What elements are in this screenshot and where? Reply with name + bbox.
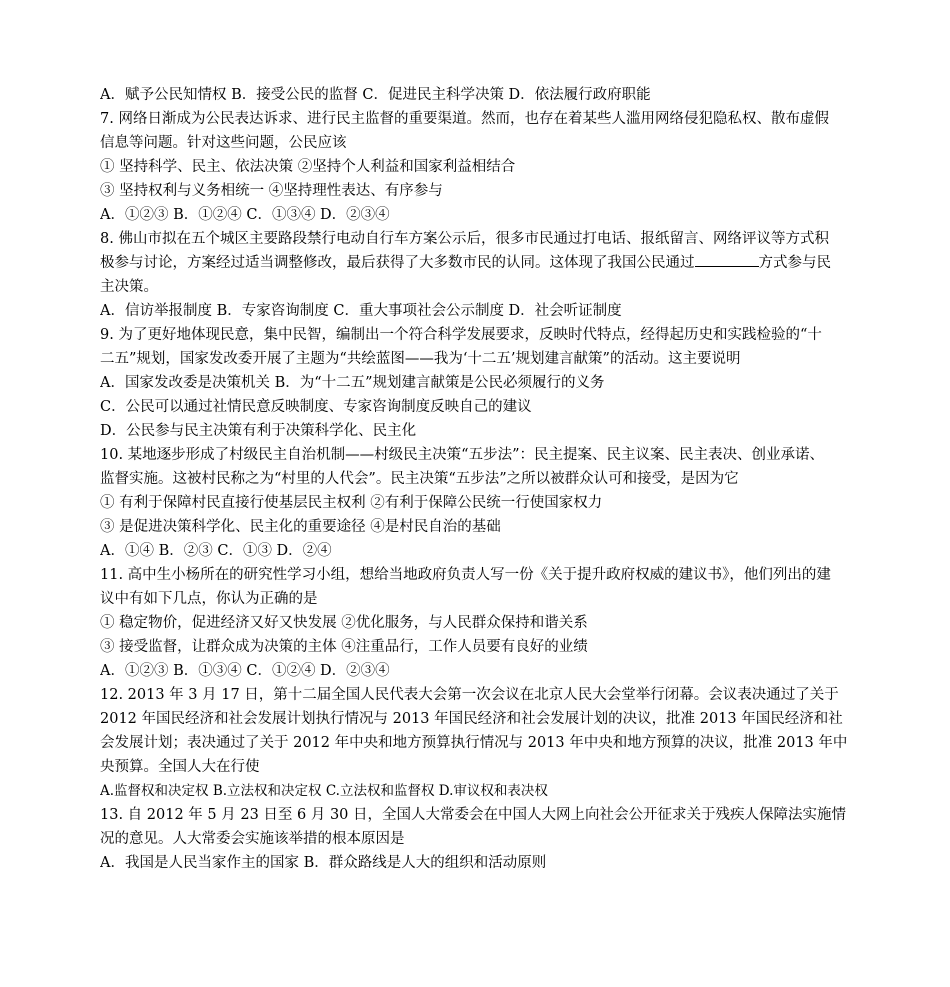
q10-stem-line-2: 监督实施。这被村民称之为“村里的人代会”。民主决策“五步法”之所以被群众认可和接受，是因为它 bbox=[100, 471, 739, 487]
q11-choice-1-2: ① 稳定物价，促进经济又好又快发展 ②优化服务，与人民群众保持和谐关系 bbox=[100, 615, 588, 631]
q12-stem-line-2: 2012 年国民经济和社会发展计划执行情况与 2013 年国民经济和社会发展计划的决议，批准 2013 年国民经济和社 bbox=[100, 711, 843, 727]
q10-stem-line-1: 10. 某地逐步形成了村级民主自治机制——村级民主决策“五步法”：民主提案、民主议案、民主表决、创业承诺、 bbox=[100, 447, 824, 463]
q11-choice-3-4: ③ 接受监督，让群众成为决策的主体 ④注重品行，工作人员要有良好的业绩 bbox=[100, 639, 588, 655]
q11-stem-line-1: 11. 高中生小杨所在的研究性学习小组，想给当地政府负责人写一份《关于提升政府权威的建议书》，他们列出的建 bbox=[100, 567, 831, 583]
q8-stem-line-3: 主决策。 bbox=[100, 279, 158, 295]
q13-stem-line-1: 13. 自 2012 年 5 月 23 日至 6 月 30 日，全国人大常委会在中国人大网上向社会公开征求关于残疾人保障法实施情 bbox=[100, 807, 847, 823]
q9-option-d: D．公民参与民主决策有利于决策科学化、民主化 bbox=[100, 423, 417, 439]
q10-choice-3-4: ③ 是促进决策科学化、民主化的重要途径 ④是村民自治的基础 bbox=[100, 519, 501, 535]
q11-options: A．①②③ B．①③④ C．①②④ D．②③④ bbox=[100, 663, 390, 679]
q7-stem-line-2: 信息等问题。针对这些问题，公民应该 bbox=[100, 135, 347, 151]
q11-stem-line-2: 议中有如下几点，你认为正确的是 bbox=[100, 591, 318, 607]
exam-page bbox=[100, 83, 852, 875]
q8-stem-tail: 方式参与民 bbox=[758, 255, 831, 271]
q10-options: A．①④ B．②③ C．①③ D．②④ bbox=[100, 543, 332, 559]
q8-stem-line-1: 8. 佛山市拟在五个城区主要路段禁行电动自行车方案公示后，很多市民通过打电话、报纸留言、网络评议等方式积 bbox=[100, 231, 829, 247]
q8-options: A．信访举报制度 B．专家咨询制度 C．重大事项社会公示制度 D．社会听证制度 bbox=[100, 303, 622, 319]
q12-stem-line-1: 12. 2013 年 3 月 17 日，第十二届全国人民代表大会第一次会议在北京人民大会堂举行闭幕。会议表决通过了关于 bbox=[100, 687, 839, 703]
q12-stem-line-4: 央预算。全国人大在行使 bbox=[100, 759, 260, 775]
q9-option-c: C．公民可以通过社情民意反映制度、专家咨询制度反映自己的建议 bbox=[100, 399, 532, 415]
q12-options: A.监督权和决定权 B.立法权和决定权 C.立法权和监督权 D.审议权和表决权 bbox=[100, 783, 548, 799]
q6-options: A．赋予公民知情权 B．接受公民的监督 C．促进民主科学决策 D．依法履行政府职能 bbox=[100, 87, 651, 103]
answer-blank bbox=[695, 252, 759, 267]
q7-options: A．①②③ B．①②④ C．①③④ D．②③④ bbox=[100, 207, 390, 223]
q8-stem-line-2 bbox=[100, 251, 852, 275]
q13-option-a-b: A．我国是人民当家作主的国家 B．群众路线是人大的组织和活动原则 bbox=[100, 855, 547, 871]
q8-stem-text: 极参与讨论，方案经过适当调整修改，最后获得了大多数市民的认同。这体现了我国公民通过 bbox=[100, 255, 695, 271]
q7-choice-1-2: ① 坚持科学、民主、依法决策 ②坚持个人利益和国家利益相结合 bbox=[100, 159, 516, 175]
q7-choice-3-4: ③ 坚持权利与义务相统一 ④坚持理性表达、有序参与 bbox=[100, 183, 443, 199]
q13-stem-line-2: 况的意见。人大常委会实施该举措的根本原因是 bbox=[100, 831, 405, 847]
q10-choice-1-2: ① 有利于保障村民直接行使基层民主权利 ②有利于保障公民统一行使国家权力 bbox=[100, 495, 603, 511]
q12-stem-line-3: 会发展计划；表决通过了关于 2012 年中央和地方预算执行情况与 2013 年中央和地方预算的决议，批准 2013 年中 bbox=[100, 735, 848, 751]
q9-option-a-b: A．国家发改委是决策机关 B．为“十二五”规划建言献策是公民必须履行的义务 bbox=[100, 375, 605, 391]
q9-stem-line-2: 二五”规划，国家发改委开展了主题为“共绘蓝图——我为‘十二五’规划建言献策”的活动。这主要说明 bbox=[100, 351, 741, 367]
q9-stem-line-1: 9. 为了更好地体现民意，集中民智，编制出一个符合科学发展要求，反映时代特点，经得起历史和实践检验的“十 bbox=[100, 327, 822, 343]
q7-stem-line-1: 7. 网络日渐成为公民表达诉求、进行民主监督的重要渠道。然而，也存在着某些人滥用网络侵犯隐私权、散布虚假 bbox=[100, 111, 829, 127]
